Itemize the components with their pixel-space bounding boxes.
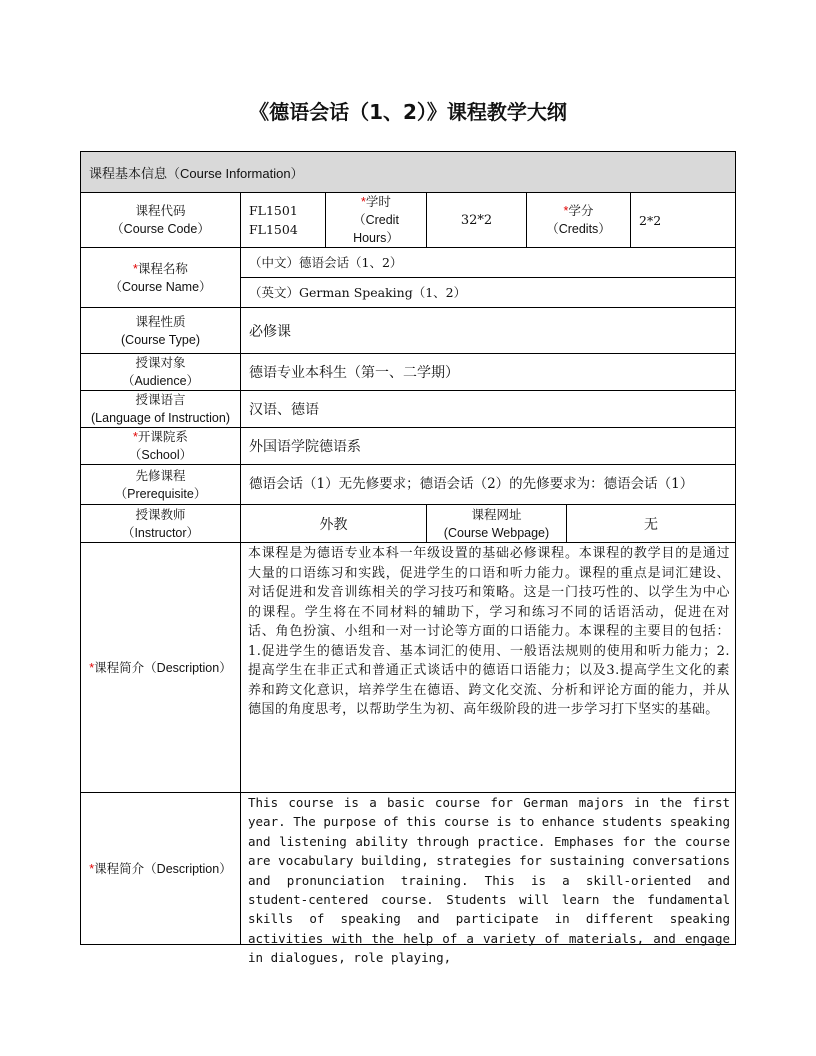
webpage-value: 无 xyxy=(567,505,736,543)
credits-value: 2*2 xyxy=(631,193,736,248)
required-asterisk: * xyxy=(133,430,138,444)
required-asterisk: * xyxy=(361,195,366,209)
school-value: 外国语学院德语系 xyxy=(241,428,736,465)
course-name-zh: （中文）德语会话（1、2） xyxy=(241,248,736,278)
webpage-label: 课程网址 (Course Webpage) xyxy=(427,505,567,543)
prerequisite-value: 德语会话（1）无先修要求；德语会话（2）的先修要求为：德语会话（1） xyxy=(241,465,736,505)
course-info-table xyxy=(80,151,736,966)
course-code-value: FL1501 FL1504 xyxy=(241,193,326,248)
required-asterisk: * xyxy=(89,660,95,675)
audience-value: 德语专业本科生（第一、二学期） xyxy=(241,354,736,391)
description-zh-text: 本课程是为德语专业本科一年级设置的基础必修课程。本课程的教学目的是通过大量的口语练习和实践，促进学生的口语和听力能力。课程的重点是词汇建设、对话促进和发音训练相关的学习技巧和策略。这是一门技巧性的、以学生为中心的课程。学生将在不同材料的辅助下，学习和练习不同的话语活动，促进在对话、角色扮演、小组和一对一讨论等方面的口语能力。本课程的主要目的包括：1.促进学生的德语发音、基本词汇的使用、一般语法规则的使用和听力能力；2.提高学生在非正式和普通正式谈话中的德语口语能力；以及3.提高学生文化的素养和跨文化意识，培养学生在德语、跨文化交流、分析和评论方面的能力，并从德国的角度思考，以帮助学生为初、高年级阶段的进一步学习打下坚实的基础。 xyxy=(241,543,736,793)
section-header: 课程基本信息（Course Information） xyxy=(81,152,736,193)
description-en-label: *课程简介（Description） xyxy=(81,793,241,945)
description-en-text: This course is a basic course for German majors in the first year. The purpose of this course is to enhance students speaking and listening ability through practice. Emphases for the course are vocabulary building, strategies for sustaining conversations and pronunciation training. This is a skill-oriented and student-centered course. Students will learn the fundamental skills of speaking and participate in different speaking activities with the help of a variety of materials, and engage in dialogues, role playing, xyxy=(241,793,736,945)
instructor-value: 外教 xyxy=(241,505,427,543)
course-type-value: 必修课 xyxy=(241,308,736,354)
course-name-en: （英文）German Speaking（1、2） xyxy=(241,278,736,308)
language-value: 汉语、德语 xyxy=(241,391,736,428)
course-name-label: *课程名称 （Course Name） xyxy=(81,248,241,308)
prerequisite-label: 先修课程 （Prerequisite） xyxy=(81,465,241,505)
credit-hours-label: *学时 （Credit Hours） xyxy=(326,193,427,248)
required-asterisk: * xyxy=(89,861,95,876)
language-label: 授课语言 (Language of Instruction) xyxy=(81,391,241,428)
course-code-label: 课程代码 （Course Code） xyxy=(81,193,241,248)
page-title: 《德语会话（1、2）》课程教学大纲 xyxy=(249,100,567,124)
required-asterisk: * xyxy=(133,261,138,276)
audience-label: 授课对象 （Audience） xyxy=(81,354,241,391)
instructor-label: 授课教师 （Instructor） xyxy=(81,505,241,543)
description-zh-label: *课程简介（Description） xyxy=(81,543,241,793)
required-asterisk: * xyxy=(563,204,569,218)
credit-hours-value: 32*2 xyxy=(427,193,527,248)
school-label: *开课院系 （School） xyxy=(81,428,241,465)
course-type-label: 课程性质 (Course Type) xyxy=(81,308,241,354)
credits-label: *学分 （Credits） xyxy=(527,193,631,248)
